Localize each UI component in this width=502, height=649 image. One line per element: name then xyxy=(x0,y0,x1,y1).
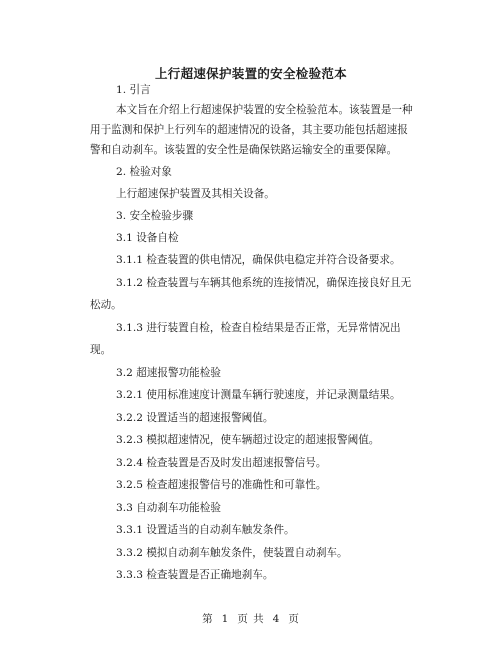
step-line: 3.2.3 模拟超速情况，使车辆超过设定的超速报警阈值。 xyxy=(116,434,380,446)
paragraph-line: 用于监测和保护上行列车的超速情况的设备，其主要功能包括超速报 xyxy=(90,124,408,136)
step-line: 3.3.2 模拟自动刹车触发条件，使装置自动刹车。 xyxy=(116,547,348,559)
footer-middle: 页 共 xyxy=(237,613,265,625)
subsection-heading: 3.1 设备自检 xyxy=(116,232,179,244)
step-line-continuation: 现。 xyxy=(90,344,112,356)
page-footer xyxy=(0,611,502,626)
footer-suffix: 页 xyxy=(288,613,300,625)
step-line: 3.2.5 检查超速报警信号的准确性和可靠性。 xyxy=(116,479,327,491)
footer-prefix: 第 xyxy=(202,613,214,625)
paragraph-line: 本文旨在介绍上行超速保护装置的安全检验范本。该装置是一种 xyxy=(116,104,413,116)
step-line: 3.2.4 检查装置是否及时发出超速报警信号。 xyxy=(116,457,327,469)
step-line: 3.1.2 检查装置与车辆其他系统的连接情况，确保连接良好且无 xyxy=(116,277,412,289)
footer-total-pages: 4 xyxy=(272,613,281,625)
step-line: 3.2.1 使用标准速度计测量车辆行驶速度，并记录测量结果。 xyxy=(116,389,401,401)
section-heading-2: 2. 检验对象 xyxy=(116,166,172,178)
step-line: 3.3.3 检查装置是否正确地刹车。 xyxy=(116,569,274,581)
paragraph-line: 上行超速保护装置及其相关设备。 xyxy=(116,188,275,200)
subsection-heading: 3.2 超速报警功能检验 xyxy=(116,367,221,379)
subsection-heading: 3.3 自动刹车功能检验 xyxy=(116,502,221,514)
step-line: 3.2.2 设置适当的超速报警阈值。 xyxy=(116,412,274,424)
step-line-continuation: 松动。 xyxy=(90,299,122,311)
section-heading-3: 3. 安全检验步骤 xyxy=(116,210,194,222)
section-heading-1: 1. 引言 xyxy=(116,84,151,96)
step-line: 3.3.1 设置适当的自动刹车触发条件。 xyxy=(116,524,295,536)
footer-page-number: 1 xyxy=(221,613,230,625)
step-line: 3.1.3 进行装置自检，检查自检结果是否正常，无异常情况出 xyxy=(116,322,401,334)
step-line: 3.1.1 检查装置的供电情况，确保供电稳定并符合设备要求。 xyxy=(116,254,401,266)
document-title: 上行超速保护装置的安全检验范本 xyxy=(154,66,347,81)
paragraph-line: 警和自动刹车。该装置的安全性是确保铁路运输安全的重要保障。 xyxy=(90,144,398,156)
